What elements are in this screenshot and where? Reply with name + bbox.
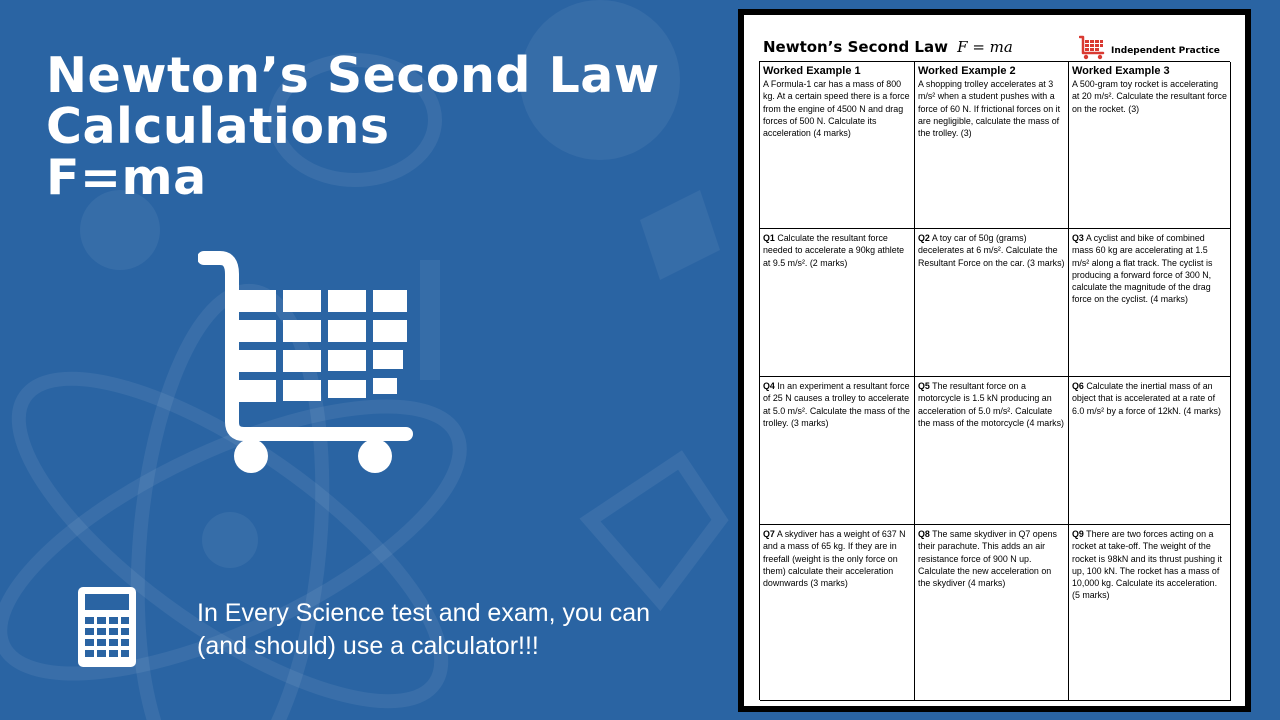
question-1-cell (760, 229, 915, 377)
cell-text: A toy car of 50g (grams) decelerates at 6 m/s². Calculate the Resultant Force on the car. (3 marks) (918, 233, 1065, 268)
question-3-cell (1069, 229, 1231, 377)
cell-label: Worked Example 3 (1072, 65, 1170, 77)
calculator-note: In Every Science test and exam, you can (and should) use a calculator!!! (197, 599, 651, 660)
cell-label: Q4 (763, 381, 775, 391)
cell-label: Q2 (918, 233, 930, 243)
cell-text: A cyclist and bike of combined mass 60 kg are accelerating at 1.5 m/s² along a flat track. The cyclist is producing a forward force of 300 N, calculate the magnitude of the drag force on the cyclist. (4 marks) (1072, 233, 1213, 305)
worksheet-preview (738, 9, 1251, 712)
worked-example-1-cell (760, 62, 915, 229)
worksheet-title (763, 38, 1013, 56)
question-5-cell (915, 377, 1069, 525)
cell-text: A Formula-1 car has a mass of 800 kg. At a certain speed there is a force from the engine of 4500 N and drag forces of 500 N. Calculate its acceleration (4 marks) (763, 79, 910, 139)
question-8-cell (915, 525, 1069, 701)
cell-label: Q6 (1072, 381, 1084, 391)
cell-label: Q5 (918, 381, 930, 391)
worksheet-grid (759, 61, 1230, 700)
cell-label: Q8 (918, 529, 930, 539)
cell-text: The resultant force on a motorcycle is 1.5 kN producing an acceleration of 5.0 m/s². Calculate the mass of the motorcycle (4 marks) (918, 381, 1064, 428)
worksheet-formula: F = ma (957, 38, 1013, 56)
worksheet-title-text: Newton’s Second Law (763, 38, 948, 56)
slide-title-line-2: Calculations (46, 98, 390, 155)
question-7-cell (760, 525, 915, 701)
calculator-icon (78, 587, 136, 667)
shopping-cart-icon (1079, 35, 1105, 60)
worked-example-2-cell (915, 62, 1069, 229)
cell-label: Q3 (1072, 233, 1084, 243)
cell-label: Worked Example 1 (763, 65, 861, 77)
cell-text: There are two forces acting on a rocket at take-off. The weight of the rocket is 98kN and its thrust pushing it up, 100 kN. The rocket has a mass of 10,000 kg. Calculate its acceleration. (5 marks) (1072, 529, 1222, 601)
cell-text: Calculate the resultant force needed to accelerate a 90kg athlete at 9.5 m/s². (2 marks) (763, 233, 905, 268)
question-2-cell (915, 229, 1069, 377)
slide-title-line-1: Newton’s Second Law (46, 47, 660, 104)
cell-text: A 500-gram toy rocket is accelerating at 20 m/s². Calculate the resultant force on the rocket. (3) (1072, 79, 1227, 114)
cell-text: A skydiver has a weight of 637 N and a mass of 65 kg. If they are in freefall (weight is the only force on them) calculate their acceleration downwards (3 marks) (763, 529, 906, 589)
worksheet-page (744, 15, 1245, 706)
worked-example-3-cell (1069, 62, 1231, 229)
independent-practice-label: Independent Practice (1111, 46, 1220, 56)
shopping-cart-icon (198, 244, 413, 476)
cell-text: A shopping trolley accelerates at 3 m/s² when a student pushes with a force of 60 N. If frictional forces on it are negligible, calculate the mass of the trolley. (3) (918, 79, 1061, 139)
question-6-cell (1069, 377, 1231, 525)
cell-text: In an experiment a resultant force of 25 N causes a trolley to accelerate at 5.0 m/s². Calculate the mass of the trolley. (3 marks) (763, 381, 910, 428)
cell-text: Calculate the inertial mass of an object that is accelerated at a rate of 6.0 m/s² by a force of 12kN. (4 marks) (1072, 381, 1221, 416)
slide-title-line-3: F=ma (46, 149, 207, 206)
slide-title (46, 47, 660, 206)
cell-text: The same skydiver in Q7 opens their parachute. This adds an air resistance force of 900 N up. Calculate the new acceleration on the skydiver (4 marks) (918, 529, 1057, 589)
question-4-cell (760, 377, 915, 525)
cell-label: Q1 (763, 233, 775, 243)
cell-label: Q7 (763, 529, 775, 539)
cell-label: Worked Example 2 (918, 65, 1016, 77)
cell-label: Q9 (1072, 529, 1084, 539)
question-9-cell (1069, 525, 1231, 701)
